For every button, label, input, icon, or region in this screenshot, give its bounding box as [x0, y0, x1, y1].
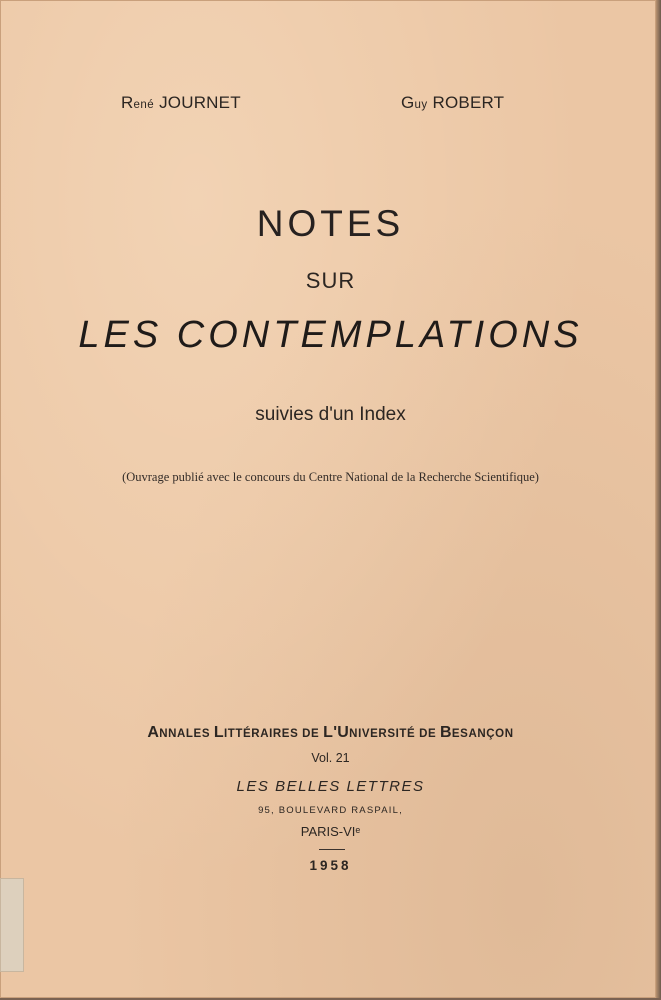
- author-first-given-rest: ené: [133, 99, 155, 111]
- series-part-initial: L'U: [323, 724, 350, 741]
- publisher-city: PARIS-VIᵉ: [300, 824, 361, 839]
- series-part-rest: ESANÇON: [451, 728, 514, 740]
- series-part-initial: A: [147, 724, 160, 741]
- author-first-surname: JOURNET: [159, 93, 241, 112]
- publication-year: 1958: [309, 858, 352, 873]
- author-first-initial: R: [121, 93, 134, 112]
- author-second-given-rest: uy: [414, 99, 428, 111]
- series-part-rest: NNALES: [159, 728, 214, 740]
- publisher-address: 95, BOULEVARD RASPAIL,: [258, 805, 403, 816]
- page-edge-right: [656, 0, 661, 1000]
- library-label-sticker: [0, 878, 24, 972]
- subtitle: suivies d'un Index: [255, 404, 406, 425]
- series-part-initial: L: [213, 724, 224, 741]
- title-sur: SUR: [305, 268, 356, 293]
- publication-note: (Ouvrage publié avec le concours du Centre National de la Recherche Scientifique): [122, 470, 539, 484]
- publisher-name: LES BELLES LETTRES: [236, 778, 425, 795]
- author-rene-journet: [121, 93, 241, 113]
- title-les-contemplations: LES CONTEMPLATIONS: [78, 314, 583, 356]
- series-part-rest: ITTÉRAIRES DE: [223, 728, 324, 740]
- divider-rule: [319, 849, 345, 850]
- author-second-surname: ROBERT: [432, 93, 505, 112]
- series-part-rest: NIVERSITÉ DE: [349, 728, 441, 740]
- series-volume: Vol. 21: [311, 751, 350, 765]
- series-title: [0, 724, 661, 742]
- series-part-initial: B: [440, 724, 452, 741]
- author-second-initial: G: [401, 93, 415, 112]
- author-guy-robert: [401, 93, 504, 113]
- title-notes: NOTES: [256, 203, 405, 244]
